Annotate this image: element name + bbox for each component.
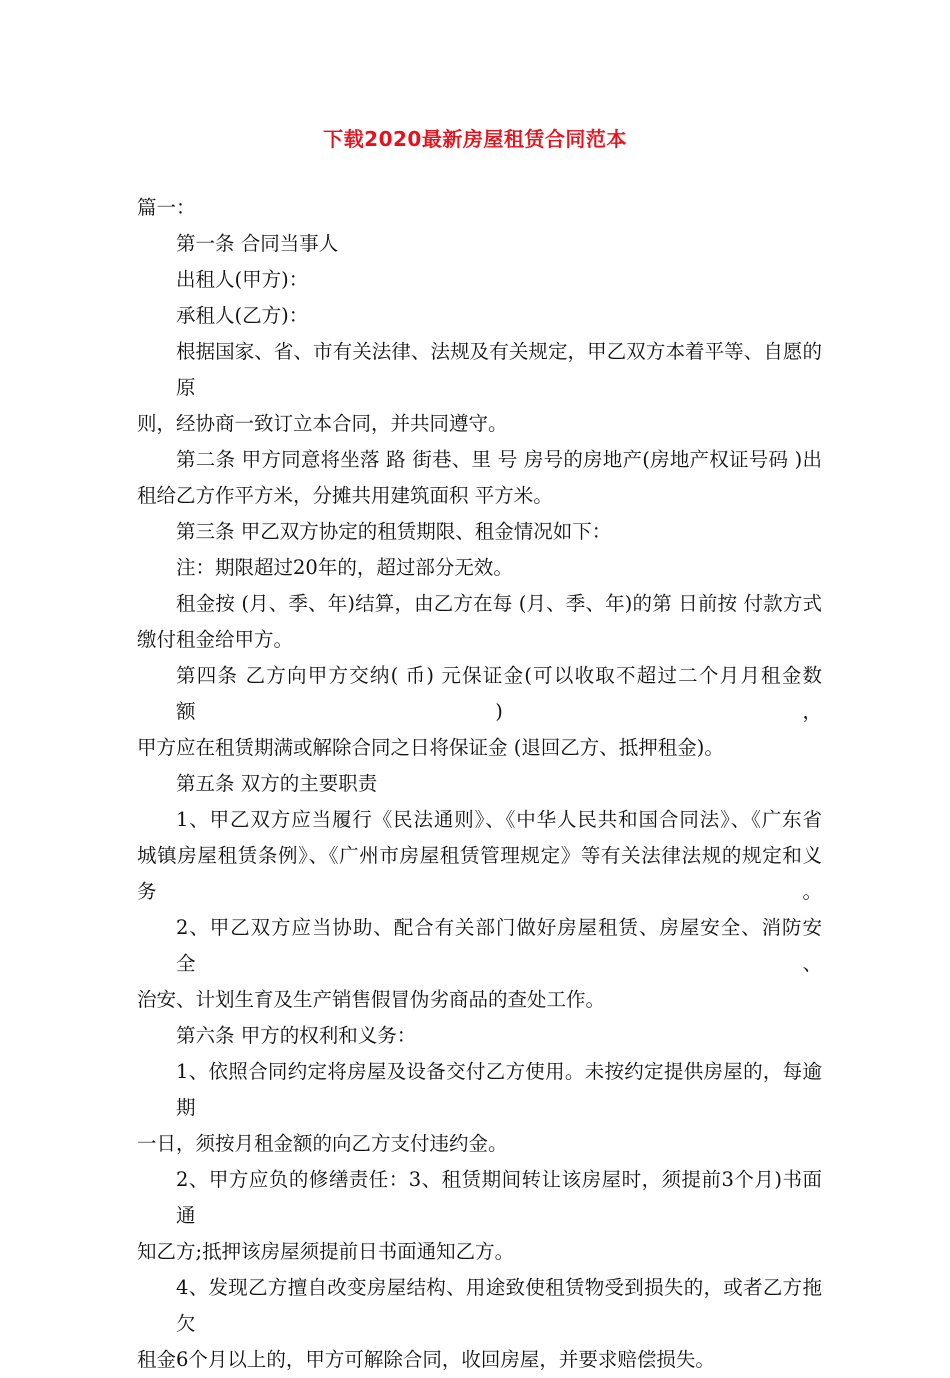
text-line: 出租人(甲方)： (176, 268, 309, 291)
text-line: 缴付租金给甲方。 (137, 628, 294, 651)
text-line: 第五条 双方的主要职责 (176, 772, 378, 795)
text-line: 甲方应在租赁期满或解除合同之日将保证金 (退回乙方、抵押租金)。 (137, 736, 724, 759)
text-line: 则，经协商一致订立本合同，并共同遵守。 (137, 412, 508, 435)
text-line: 第三条 甲乙双方协定的租赁期限、租金情况如下： (176, 520, 612, 543)
document-title: 下载2020最新房屋租赁合同范本 (323, 127, 627, 151)
text-line: 注：期限超过20年的，超过部分无效。 (176, 556, 513, 579)
text-line: 城镇房屋租赁条例》、《广州市房屋租赁管理规定》等有关法律法规的规定和义务。 (137, 844, 822, 903)
text-line: 知乙方;抵押该房屋须提前日书面通知乙方。 (137, 1240, 515, 1263)
text-line: 一日，须按月租金额的向乙方支付违约金。 (137, 1132, 508, 1155)
text-line: 4、发现乙方擅自改变房屋结构、用途致使租赁物受到损失的，或者乙方拖欠 (176, 1276, 822, 1335)
text-line: 第二条 甲方同意将坐落 路 街巷、里 号 房号的房地产(房地产权证号码 )出 (176, 448, 822, 471)
text-line: 治安、计划生育及生产销售假冒伪劣商品的查处工作。 (137, 988, 606, 1011)
text-line: 第六条 甲方的权利和义务： (176, 1024, 417, 1047)
text-line: 第一条 合同当事人 (176, 232, 339, 255)
text-line: 租金6个月以上的，甲方可解除合同，收回房屋，并要求赔偿损失。 (137, 1348, 715, 1371)
text-line: 2、甲乙双方应当协助、配合有关部门做好房屋租赁、房屋安全、消防安全、 (176, 916, 822, 975)
text-line: 第四条 乙方向甲方交纳( 币) 元保证金(可以收取不超过二个月月租金数额)， (176, 664, 822, 723)
document-body (137, 190, 822, 1378)
text-line: 根据国家、省、市有关法律、法规及有关规定，甲乙双方本着平等、自愿的原 (176, 340, 822, 399)
text-line: 承租人(乙方)： (176, 304, 309, 327)
text-line: 租给乙方作平方米，分摊共用建筑面积 平方米。 (137, 484, 553, 507)
text-line: 篇一： (137, 196, 196, 219)
text-line: 1、依照合同约定将房屋及设备交付乙方使用。未按约定提供房屋的，每逾期 (176, 1060, 822, 1119)
text-line: 2、甲方应负的修缮责任：3、租赁期间转让该房屋时，须提前3个月)书面通 (176, 1168, 822, 1227)
text-line: 1、甲乙双方应当履行《民法通则》、《中华人民共和国合同法》、《广东省 (176, 808, 822, 831)
text-line: 租金按 (月、季、年)结算，由乙方在每 (月、季、年)的第 日前按 付款方式 (176, 592, 822, 615)
